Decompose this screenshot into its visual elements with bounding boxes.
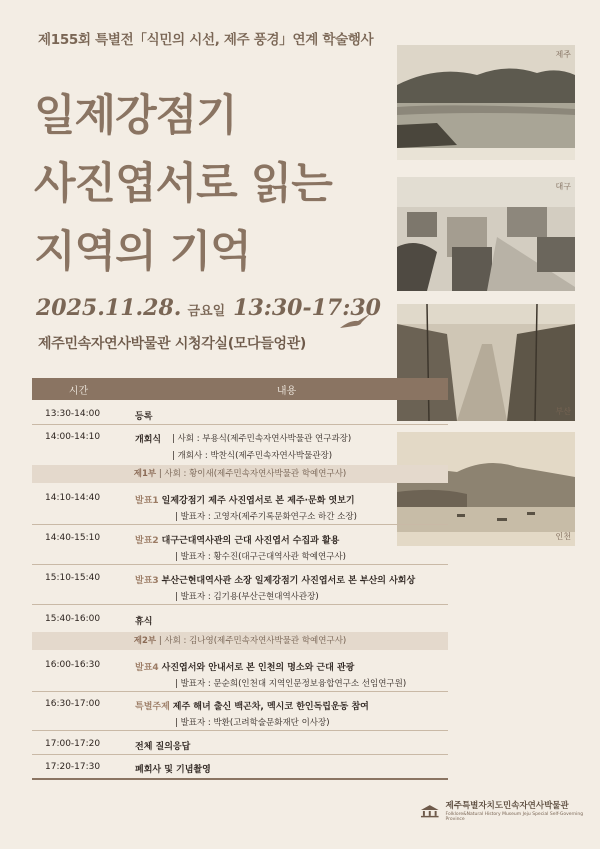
postcard-photo-incheon bbox=[397, 432, 575, 546]
date-row bbox=[36, 295, 381, 321]
photo-label-daegu: 대구 bbox=[555, 182, 571, 191]
event-day: 금요일 bbox=[187, 304, 226, 319]
museum-logo bbox=[420, 799, 600, 822]
header-time: 시간 bbox=[68, 385, 89, 397]
title-line-1: 일제강점기 bbox=[34, 91, 237, 141]
postcard-photo-daegu bbox=[397, 177, 575, 291]
photo-label-busan: 부산 bbox=[555, 407, 571, 416]
event-date: 2025.11.28. bbox=[36, 295, 182, 321]
swallow-icon bbox=[338, 312, 372, 332]
event-venue: 제주민속자연사박물관 시청각실(모다들엉관) bbox=[38, 336, 307, 352]
museum-name-ko: 제주특별자치도민속자연사박물관 bbox=[445, 801, 569, 811]
session-2-bar: 제2부 | 사회 : 김나영(제주민속자연사박물관 학예연구사) bbox=[32, 632, 448, 650]
museum-name-en: Folklore&Natural History Museum Jeju Special Self-Governing Province bbox=[445, 812, 584, 822]
photo-label-incheon: 인천 bbox=[555, 532, 571, 541]
photo-label-jeju: 제주 bbox=[555, 50, 571, 59]
museum-logo-icon bbox=[420, 804, 440, 818]
program-table: 시간 내용 13:30-14:00 등록 14:00-14:10 개회식 | 사회 : 부용식(제주민속자연사박물관 연구과장) | 개회사 : 박찬식(제주민속자연사박물관장) 제1부 | 사회 : 황이새(제주민속자연사박물관 학예연구사) 14:10-14:40 발표1 일제강점기 제주 사진엽서로 본 제주·문화 엿보기 | 발표자 : 고영자(제주기록문화연구소 하간 소장) 14:40-15:10 발표2 대구근대역사관의 근대 사진엽서 수집과 활용 | 발표자 : 황수진(대구근대역사관 학예연구사) 15:10-15:40 발표3 부산근현대역사관 소장 일제강점기 사진엽서로 본 부산의 사회상 | 발표자 : 김기용(부산근현대역사관장) 15:40-16:00 휴식 제2부 | 사회 : 김나영(제주민속자연사박물관 학예연구사) 16:00-16:30 발표4 사진엽서와 안내서로 본 인천의 명소와 근대 관광 | 발표자 : 문순희(인천대 지역인문정보융합연구소 선임연구원) 16:30-17:00 특별주제 제주 해녀 출신 백곤차, 멕시코 한인독립운동 참여 | 발표자 : 박환(고려학술문화재단 이사장) 17:00-17:20 전체 질의응답 17:20-17:30 폐회사 및 기념촬영 bbox=[32, 378, 448, 400]
postcard-photo-jeju bbox=[397, 45, 575, 160]
postcard-photo-busan bbox=[397, 304, 575, 421]
title-line-3: 지역의 기억 bbox=[34, 227, 251, 277]
event-time: 13:30-17:30 bbox=[233, 295, 381, 321]
title-line-2: 사진엽서로 읽는 bbox=[34, 159, 332, 209]
event-subtitle: 제155회 특별전「식민의 시선, 제주 풍경」연계 학술행사 bbox=[38, 32, 374, 48]
header-content: 내용 bbox=[276, 385, 297, 397]
session-1-bar: 제1부 | 사회 : 황이새(제주민속자연사박물관 학예연구사) bbox=[32, 465, 448, 483]
table-header bbox=[32, 378, 448, 400]
